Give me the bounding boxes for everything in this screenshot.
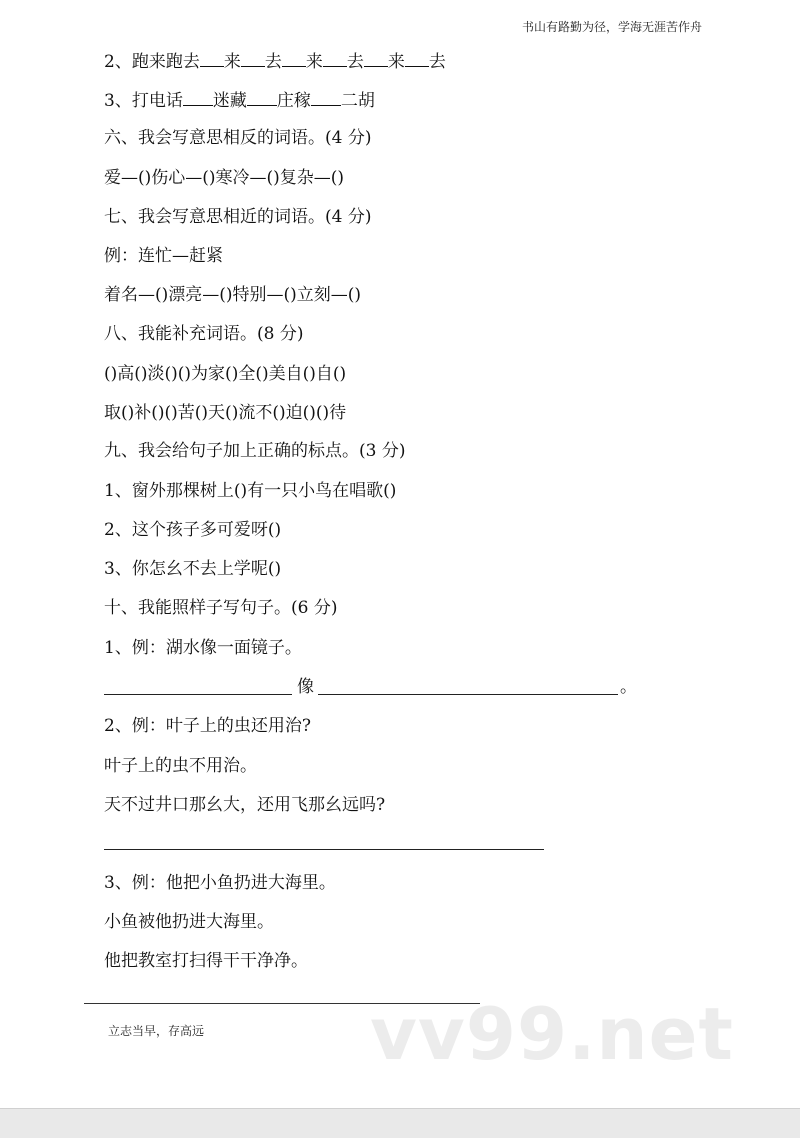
answer-blank[interactable]: [405, 50, 429, 67]
word: 来: [387, 52, 405, 72]
watermark-text: vv99.net: [370, 992, 734, 1076]
section-9-question-3: 3、你怎幺不去上学呢(): [104, 559, 282, 579]
footer-motto: 立志当早，存高远: [108, 1024, 205, 1038]
answer-blank[interactable]: [311, 89, 341, 106]
word: 来: [223, 52, 241, 72]
section-10-title: 十、我能照样子写句子。(6 分): [104, 598, 338, 618]
header-motto: 书山有路勤为径，学海无涯苦作舟: [522, 20, 703, 34]
q1-middle-word: 像: [297, 677, 314, 697]
section-7-title: 七、我会写意思相近的词语。(4 分): [104, 207, 372, 227]
section-9-title: 九、我会给句子加上正确的标点。(3 分): [104, 441, 406, 461]
section-7-items: 着名—()漂亮—()特别—()立刻—(): [104, 285, 362, 305]
section-8-row-2: 取()补()()苦()天()流不()迫()()待: [104, 403, 347, 423]
section-8-title: 八、我能补充词语。(8 分): [104, 324, 304, 344]
section-6-items: 爱—()伤心—()寒冷—()复杂—(): [104, 168, 345, 188]
answer-blank[interactable]: [200, 50, 224, 67]
section-10-q3-prompt: 他把教室打扫得干干净净。: [104, 951, 308, 971]
answer-blank[interactable]: [183, 89, 213, 106]
section-6-title: 六、我会写意思相反的词语。(4 分): [104, 128, 372, 148]
line-start: 2、跑来跑去: [104, 52, 200, 72]
q1-end-mark: 。: [620, 677, 637, 697]
answer-line[interactable]: [318, 694, 618, 695]
viewer-bottom-band: [0, 1108, 800, 1138]
answer-line[interactable]: [104, 694, 292, 695]
exercise-line-5-3: [104, 89, 375, 111]
section-10-q3-example: 3、例：他把小鱼扔进大海里。: [104, 873, 336, 893]
section-9-question-2: 2、这个孩子多可爱呀(): [104, 520, 282, 540]
word: 去: [428, 52, 446, 72]
section-10-q2-prompt: 天不过井口那幺大，还用飞那幺远吗?: [104, 795, 386, 815]
exercise-line-5-2: [104, 50, 446, 72]
answer-line[interactable]: [104, 849, 544, 850]
section-10-q2-answer: 叶子上的虫不用治。: [104, 756, 257, 776]
section-10-q3-answer: 小鱼被他扔进大海里。: [104, 912, 274, 932]
word: 迷藏: [212, 91, 247, 111]
answer-blank[interactable]: [364, 50, 388, 67]
word: 去: [264, 52, 282, 72]
word: 二胡: [340, 91, 375, 111]
footer-divider: [84, 1003, 480, 1004]
section-8-row-1: ()高()淡()()为家()全()美自()自(): [104, 364, 347, 384]
line-start: 3、打电话: [104, 91, 183, 111]
word: 庄稼: [276, 91, 311, 111]
answer-blank[interactable]: [247, 89, 277, 106]
word: 来: [305, 52, 323, 72]
answer-blank[interactable]: [323, 50, 347, 67]
section-10-q2-example: 2、例：叶子上的虫还用治?: [104, 716, 311, 736]
word: 去: [346, 52, 364, 72]
section-7-example: 例：连忙—赶紧: [104, 246, 223, 266]
section-9-question-1: 1、窗外那棵树上()有一只小鸟在唱歌(): [104, 481, 397, 501]
answer-blank[interactable]: [282, 50, 306, 67]
section-10-q1-example: 1、例：湖水像一面镜子。: [104, 638, 302, 658]
answer-blank[interactable]: [241, 50, 265, 67]
